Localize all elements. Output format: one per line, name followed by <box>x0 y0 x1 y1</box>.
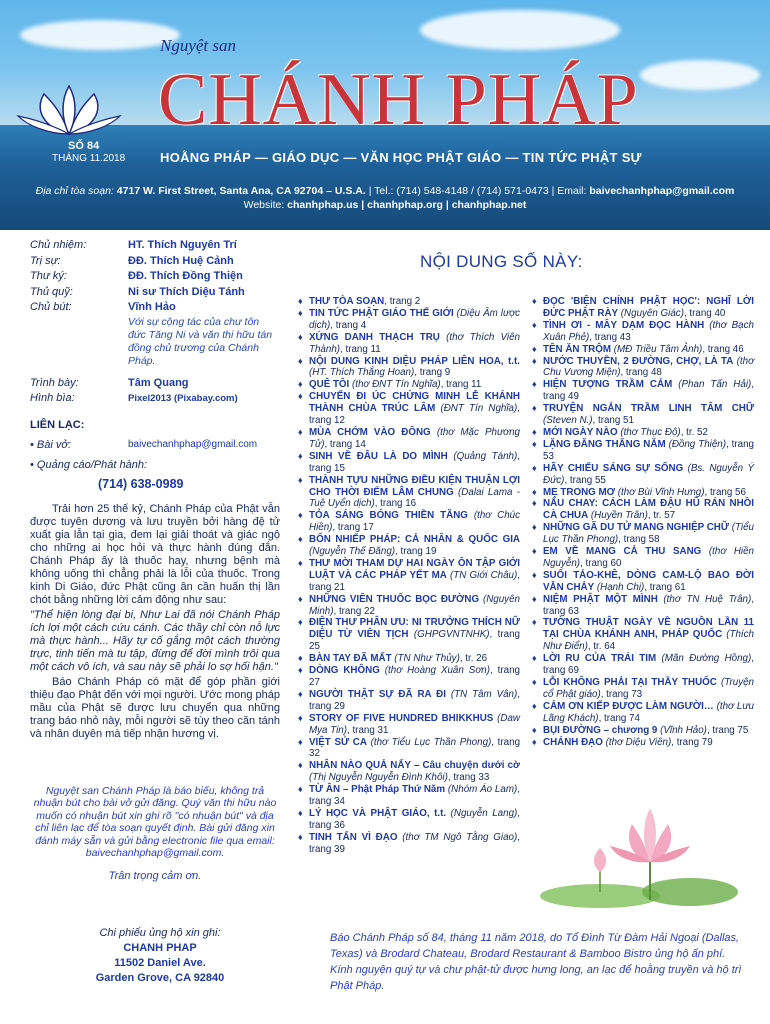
contact-row <box>30 439 280 451</box>
toc-item <box>298 760 520 784</box>
toc-item-author: (thơ Bạch Xuân Phẻ) <box>543 319 754 343</box>
toc-item <box>532 344 754 356</box>
contact-email-link[interactable]: baivechanhphap@gmail.com <box>128 438 258 450</box>
staff-row <box>30 391 280 407</box>
donation-city: Garden Grove, CA 92840 <box>95 972 225 984</box>
staff-role: Hình bìa: <box>30 392 75 404</box>
toc-item-title: TIN TỨC PHẬT GIÁO THẾ GIỚI <box>309 307 454 319</box>
toc-item-title: NƯỚC THUYỀN, 2 ĐƯỜNG, CHỢ, LÀ TA <box>543 355 734 367</box>
toc-item-page: , trang 11 <box>440 379 482 391</box>
donation-street: 11502 Daniel Ave. <box>114 957 206 969</box>
toc-item-title: TÊN ĂN TRỘM <box>543 343 612 355</box>
toc-item-page: , trang 19 <box>395 546 437 558</box>
toc-item-title: TỪ ÂN – Phật Pháp Thứ Năm <box>309 784 446 796</box>
toc-item-title: SINH VỀ ĐÂU LÀ DO MÌNH <box>309 450 448 462</box>
toc-item-author: (Truyện cổ Phật giáo) <box>543 677 754 700</box>
toc-item-title: ĐỌC 'BIỆN CHÍNH PHẬT HỌC': NGHĨ LỜI ĐỨC PHẬT RÀY <box>543 296 754 319</box>
diamond-bullet-icon: ♦ <box>298 831 303 842</box>
thanks-line: Trân trọng cảm ơn. <box>108 869 202 882</box>
toc-item-author: (thơ Chu Vương Miện) <box>543 355 755 379</box>
diamond-bullet-icon: ♦ <box>532 426 537 437</box>
toc-item-author: (Nguyên Giác) <box>618 307 684 319</box>
toc-item-title: LẶNG ĐĂNG THĂNG NĂM <box>543 438 666 450</box>
staff-note: Với sự cộng tác của chư tôn đức Tăng Ni và văn thi hữu tán đồng chủ trương của Chánh Pháp. <box>128 315 273 367</box>
toc-item-author: (Steven N.) <box>543 415 593 427</box>
diamond-bullet-icon: ♦ <box>532 700 537 711</box>
toc-item <box>532 379 754 403</box>
toc-title: NỘI DUNG SỐ NÀY: <box>420 252 583 271</box>
toc-item-author: (Diệu Âm lược dịch) <box>309 307 520 331</box>
address-bar <box>0 184 770 212</box>
toc-item-title: TINH TẤN VÌ ĐẠO <box>309 831 398 843</box>
diamond-bullet-icon: ♦ <box>298 355 303 366</box>
toc-item <box>532 617 754 653</box>
diamond-bullet-icon: ♦ <box>532 653 537 664</box>
toc-item <box>298 832 520 856</box>
toc-item <box>298 534 520 558</box>
toc-item-author: (Nguyên Minh) <box>309 593 520 617</box>
toc-item-page: , trang 2 <box>384 296 421 307</box>
toc-item-author: (thơ Thích Viên Thành) <box>309 331 520 355</box>
toc-item-title: STORY OF FIVE HUNDRED BHIKKHUS <box>309 712 494 724</box>
diamond-bullet-icon: ♦ <box>532 498 537 509</box>
website-label: Website: <box>243 199 288 211</box>
toc-item-page: , trang 4 <box>330 319 367 331</box>
diamond-bullet-icon: ♦ <box>298 653 303 664</box>
cloud-shape <box>420 10 620 50</box>
toc-item-title: LỖI KHÔNG PHẢI TẠI THẦY THUỐC <box>543 677 717 688</box>
toc-item-page: , tr. 64 <box>587 641 616 653</box>
toc-item-author: (Quảng Tánh) <box>447 450 518 462</box>
toc-item-author: (Nguyễn Thế Đăng) <box>309 546 396 558</box>
toc-item-page: , trang 21 <box>309 569 520 593</box>
intro-text <box>30 503 280 741</box>
toc-item <box>298 510 520 534</box>
toc-item <box>532 737 754 749</box>
diamond-bullet-icon: ♦ <box>298 296 303 306</box>
diamond-bullet-icon: ♦ <box>298 450 303 461</box>
toc-item <box>532 439 754 463</box>
toc-item-page: , trang 15 <box>309 450 520 474</box>
staff-row <box>30 254 280 270</box>
toc-item-title: THÀNH TỰU NHỮNG ĐIỀU KIỆN THUẬN LỢI CHO THỜI ĐIỂM LÂM CHUNG <box>309 474 520 498</box>
donation-info <box>60 926 260 986</box>
toc-item <box>532 498 754 522</box>
toc-item <box>298 665 520 689</box>
toc-item <box>532 356 754 380</box>
toc-item <box>298 713 520 737</box>
toc-item <box>298 391 520 427</box>
toc-item-author: (thơ Hiền Nguyễn) <box>543 546 754 569</box>
contact-heading: LIÊN LẠC: <box>30 418 85 431</box>
toc-item-title: MẸ TRONG MƠ <box>543 486 616 498</box>
toc-item-page: , trang 29 <box>309 688 520 712</box>
diamond-bullet-icon: ♦ <box>532 343 537 354</box>
staff-row <box>30 300 280 316</box>
toc-item-page: , tr. 52 <box>680 426 708 438</box>
toc-item-page: , trang 25 <box>309 629 520 653</box>
diamond-bullet-icon: ♦ <box>298 426 303 437</box>
donation-payee: CHANH PHAP <box>123 942 197 954</box>
diamond-bullet-icon: ♦ <box>298 665 303 676</box>
toc-item-title: EM VỀ MANG CẢ THU SANG <box>543 546 702 558</box>
diamond-bullet-icon: ♦ <box>298 807 303 818</box>
toc-item <box>532 487 754 499</box>
address-label: Địa chỉ tòa soạn: <box>35 185 114 197</box>
toc-item <box>298 296 520 308</box>
toc-item-page: , trang 75 <box>706 724 749 736</box>
toc-item <box>298 617 520 653</box>
toc-item-page: , trang 33 <box>447 772 490 784</box>
toc-item-author: (thơ Chúc Hiền) <box>309 510 521 534</box>
toc-item <box>298 451 520 475</box>
diamond-bullet-icon: ♦ <box>298 736 303 747</box>
toc-item-title: QUÊ TÔI <box>309 379 350 391</box>
toc-item <box>532 403 754 427</box>
staff-role: Trình bày: <box>30 376 79 389</box>
toc-item-title: THƯ MỜI THAM DỰ HAI NGÀY ÔN TẬP GIỚI LUẬT VÀ CÁC PHÁP YẾT MA <box>309 557 520 581</box>
toc-item <box>532 427 754 439</box>
intro-quote: "Thể hiện lòng đại bi, Như Lai đã nói Chánh Pháp ích lợi một cách cứu cánh. Các thầy chỉ còn nỗ lực mà thực hành... Hãy tự cố gắng một cách thường trực, tinh tiến mà tu tập, đừng để đời mình trôi qua một cách vô ích, và sau này sẽ phải lo sợ hối hận." <box>30 608 280 673</box>
toc-item-page: , trang 14 <box>324 438 366 450</box>
editorial-notice: Nguyệt san Chánh Pháp là báo biếu, không trả nhuận bút cho bài vở gửi đăng. Quý văn thi hữu nào muốn có nhuận bút xin ghi rõ "có nhuận bút" và địa chỉ liên lạc để tòa soạn quyết định. Bài gửi đăng xin đánh máy sẵn và gửi bằng electronic file qua email: baivechanhphap@gmail.com. <box>33 784 277 859</box>
toc-item <box>532 653 754 677</box>
toc-item-title: NIỆM PHẬT MỘT MÌNH <box>543 593 658 605</box>
toc-item-page: , trang 63 <box>543 593 755 617</box>
diamond-bullet-icon: ♦ <box>298 712 303 723</box>
staff-role: Thư ký: <box>30 270 67 282</box>
diamond-bullet-icon: ♦ <box>532 462 537 473</box>
diamond-bullet-icon: ♦ <box>298 593 303 604</box>
toc-item <box>532 677 754 701</box>
masthead-info-column <box>30 238 280 882</box>
toc-item-title: BÀN TAY ĐÃ MẤT <box>309 653 392 665</box>
toc-item-title: TRUYỆN NGẮN TRẦM LINH TÂM CHỮ <box>543 403 754 415</box>
contact-label: • Bài vở: <box>30 438 72 451</box>
toc-item <box>298 784 520 808</box>
staff-role: Chủ bút: <box>30 301 72 313</box>
toc-item-page: , trang 31 <box>347 724 389 736</box>
staff-name: HT. Thích Nguyên Trí <box>128 239 237 251</box>
email-link[interactable]: baivechanhphap@gmail.com <box>589 185 735 197</box>
toc-item-page: , trang 32 <box>309 736 521 760</box>
diamond-bullet-icon: ♦ <box>532 319 537 330</box>
toc-item-page: , trang 73 <box>600 688 643 700</box>
staff-name: Vĩnh Hảo <box>128 301 176 313</box>
toc-item-author: (thơ Mặc Phương Tử) <box>309 426 521 450</box>
toc-item <box>532 546 754 570</box>
cloud-shape <box>20 20 180 50</box>
toc-item-author: (Huyền Trân) <box>588 510 648 522</box>
diamond-bullet-icon: ♦ <box>532 522 537 533</box>
staff-row <box>30 269 280 285</box>
toc-item-title: DÒNG KHÔNG <box>309 665 380 677</box>
toc-item-title: TƯỜNG THUẬT NGÀY VỀ NGUỒN LẦN 11 TẠI CHÙA KHÁNH ANH, PHÁP QUỐC <box>543 617 754 641</box>
toc-item-title: BỤI ĐƯỜNG – chương 9 <box>543 724 658 736</box>
toc-item-author: (thơ Thục Độ) <box>617 426 681 438</box>
website-links[interactable]: chanhphap.us | chanhphap.org | chanhphap.net <box>287 199 527 211</box>
address-value: 4717 W. First Street, Santa Ana, CA 92704 – U.S.A. <box>116 185 366 197</box>
toc-item-author: (TN Giới Châu) <box>446 569 518 581</box>
toc-item-title: LỜI RU CỦA TRÁI TIM <box>543 653 657 665</box>
toc-item-page: , trang 55 <box>564 474 606 486</box>
toc-item-title: THƯ TÒA SOẠN <box>309 296 385 307</box>
toc-item-page: , trang 60 <box>580 557 622 569</box>
diamond-bullet-icon: ♦ <box>532 724 537 735</box>
toc-item-title: HIỆN TƯỢNG TRẦM CẢM <box>543 379 673 391</box>
toc-item <box>532 701 754 725</box>
toc-item-author: (Thích Như Điển) <box>543 629 754 653</box>
toc-item-title: MỚI NGÀY NÀO <box>543 426 618 438</box>
toc-item-author: (TN Tâm Vân) <box>445 688 518 700</box>
diamond-bullet-icon: ♦ <box>532 296 537 306</box>
tagline: HOẰNG PHÁP — GIÁO DỤC — VĂN HỌC PHẬT GIÁO — TIN TỨC PHẬT SỰ <box>160 150 642 165</box>
diamond-bullet-icon: ♦ <box>298 688 303 699</box>
toc-item-title: HÃY CHIẾU SÁNG SỰ SỐNG <box>543 462 684 474</box>
toc-item-page: , trang 58 <box>618 534 660 546</box>
diamond-bullet-icon: ♦ <box>532 569 537 580</box>
toc-item-page: , trang 56 <box>704 486 746 498</box>
toc-item-author: (thơ Bùi Vĩnh Hưng) <box>615 486 705 498</box>
diamond-bullet-icon: ♦ <box>298 307 303 318</box>
toc-item <box>532 320 754 344</box>
toc-item <box>298 594 520 618</box>
toc-item <box>298 332 520 356</box>
toc-item-page: , trang 74 <box>598 712 640 724</box>
toc-item-page: , trang 36 <box>309 807 521 831</box>
staff-name: Ni sư Thích Diệu Tánh <box>128 285 245 298</box>
staff-name: ĐĐ. Thích Đồng Thiện <box>128 270 243 282</box>
toc-item-title: CHÁNH ĐẠO <box>543 736 603 748</box>
toc-item-author: (Nguyễn Lang) <box>446 807 518 819</box>
toc-item-page: , trang 11 <box>340 343 381 355</box>
staff-row <box>30 238 280 254</box>
diamond-bullet-icon: ♦ <box>532 379 537 390</box>
diamond-bullet-icon: ♦ <box>532 438 537 449</box>
staff-role: Chủ nhiệm: <box>30 239 87 251</box>
diamond-bullet-icon: ♦ <box>532 736 537 747</box>
toc-item-title: NỘI DUNG KINH DIỆU PHÁP LIÊN HOA, t.t. <box>309 355 520 367</box>
masthead-banner <box>0 0 770 230</box>
toc-item <box>532 296 754 320</box>
toc-item-author: (thơ Hoàng Xuân Sơn) <box>379 665 490 677</box>
toc-item-page: , trang 53 <box>543 438 754 462</box>
phone-values: | Tel.: (714) 548-4148 / (714) 571-0473 | Email: <box>368 185 590 197</box>
toc-item-page: , trang 17 <box>332 522 374 534</box>
toc-item <box>298 558 520 594</box>
toc-item <box>532 725 754 737</box>
donation-label: Chi phiếu ủng hộ xin ghi: <box>99 927 221 939</box>
toc-item-author: (Bs. Nguyễn Ý Đức) <box>543 462 754 486</box>
toc-item-title: NHÂN NÀO QUẢ NẤY – Câu chuyện dưới cờ <box>309 760 520 772</box>
toc-item-author: (Thị Nguyễn Nguyễn Đình Khôi) <box>309 772 448 784</box>
toc-item-page: , trang 48 <box>620 367 662 379</box>
toc-item-title: TÌNH ƠI - MÂY DẠM ĐỌC HÀNH <box>543 319 705 331</box>
cloud-shape <box>640 60 760 90</box>
toc-item-title: ĐIỆN THƯ PHÂN ƯU: NI TRƯỞNG THÍCH NỮ DIỆU TỪ VIÊN TỊCH <box>309 617 520 641</box>
staff-role: Trị sự: <box>30 254 61 267</box>
staff-row <box>30 376 280 392</box>
toc-item-author: (Tiểu Lục Thần Phong) <box>543 522 754 546</box>
toc-item-author: (thơ Tiểu Lục Thần Phong) <box>366 736 492 748</box>
toc-item-author: (TN Như Thủy) <box>391 653 460 665</box>
diamond-bullet-icon: ♦ <box>298 557 303 568</box>
toc-item <box>298 427 520 451</box>
toc-item <box>298 737 520 761</box>
toc-item-page: , trang 51 <box>592 415 634 427</box>
toc-item-title: NẤU CHAY: CÁCH LÀM ĐẬU HŨ RÁN NHỒI CÀ CHUA <box>543 498 754 522</box>
toc-item-page: , trang 69 <box>543 653 755 677</box>
diamond-bullet-icon: ♦ <box>532 546 537 557</box>
toc-item <box>298 308 520 332</box>
contact-label: • Quảng cáo/Phát hành: <box>30 458 147 471</box>
contact-phone: (714) 638-0989 <box>98 476 184 491</box>
toc-item-title: VIỆT SỬ CA <box>309 736 367 748</box>
toc-item-page: , trang 27 <box>309 665 520 688</box>
staff-name: Tâm Quang <box>128 376 189 389</box>
toc-item-page: , trang 22 <box>333 605 375 617</box>
toc-item <box>532 463 754 487</box>
toc-item-author: (Mãn Đường Hồng) <box>656 653 752 665</box>
toc-item-page: , trang 40 <box>683 307 726 319</box>
issue-number: SỐ 84 <box>68 140 100 152</box>
toc-item-title: CẢM ƠN KIẾP ĐƯỢC LÀM NGƯỜI… <box>543 700 714 712</box>
toc-item-page: , trang 39 <box>309 831 520 855</box>
toc-item-page: , tr. 26 <box>459 653 488 665</box>
toc-item <box>532 570 754 594</box>
diamond-bullet-icon: ♦ <box>298 784 303 795</box>
diamond-bullet-icon: ♦ <box>298 331 303 342</box>
toc-item-title: CHUYẾN ĐI ÚC CHỨNG MINH LỄ KHÁNH THÀNH CHÙA TRÚC LÂM <box>309 391 520 415</box>
intro-paragraph: Trải hơn 25 thế kỷ, Chánh Pháp của Phật vẫn được tuyên dương và lưu truyền bởi hàng đệ tử xuất gia lẫn tại gia, đem lại giải thoát và giác ngộ cho những ai học hỏi và thực hành đúng đắn. Chánh Pháp ấy là thuốc hay, nhưng bệnh mà không uống thì chẳng phải là lỗi của thuốc. Trong kinh Di Giáo, đức Phật cũng ân cần huấn thị lần chót bằng những lời cảm động như sau: <box>30 502 280 606</box>
diamond-bullet-icon: ♦ <box>298 510 303 521</box>
toc-item-author: (Nhóm Áo Lam) <box>445 784 518 796</box>
toc-item-title: XỨNG DANH THẠCH TRỤ <box>309 331 440 343</box>
toc-item-page: , trang 43 <box>589 331 631 343</box>
toc-item-author: (thơ ĐNT Tín Nghĩa) <box>349 379 441 391</box>
contact-row <box>30 459 280 471</box>
toc-item-author: (thơ TM Ngô Tằng Giao) <box>397 831 518 843</box>
diamond-bullet-icon: ♦ <box>298 534 303 545</box>
toc-item-page: , trang 46 <box>702 343 744 355</box>
toc-item-author: (thơ Diệu Viên) <box>602 736 672 748</box>
toc-item-title: NHỮNG VIÊN THUỐC BỌC ĐƯỜNG <box>309 593 480 605</box>
intro-paragraph: Báo Chánh Pháp có mặt để góp phần giới thiệu đạo Phật đến với mọi người. Ước mong pháp mầu của Phật sẽ được lưu chuyển qua những trang báo nhỏ này, mỗi người sẽ tùy theo căn tánh và nhân duyên mà tiếp nhận hương vị. <box>30 675 280 740</box>
diamond-bullet-icon: ♦ <box>532 403 537 414</box>
toc-item <box>298 356 520 380</box>
toc-item-page: , trang 16 <box>374 498 417 510</box>
sponsor-note: Báo Chánh Pháp số 84, tháng 11 năm 2018, do Tổ Đình Từ Đàm Hải Ngoại (Dallas, Texas) và Brodard Chateau, Brodard Restaurant & Bamboo Bistro ủng hộ ấn phí. Kính nguyện quý tự và chư phật-tử được hưng long, an lạc để hoằng truyền và hộ trì Phật Pháp. <box>330 932 742 992</box>
diamond-bullet-icon: ♦ <box>298 760 303 771</box>
toc-item-title: MÙA CHỚM VÀO ĐÔNG <box>309 426 431 438</box>
toc-item-title: NHỮNG GÃ DU TỬ MANG NGHIỆP CHỮ <box>543 522 730 534</box>
toc-item <box>298 475 520 511</box>
toc-item-page: , trang 9 <box>414 367 451 379</box>
toc-item-page: , trang 79 <box>671 736 713 748</box>
toc-column-2 <box>532 296 754 748</box>
staff-name: Pixel2013 (Pixabay.com) <box>128 393 238 404</box>
diamond-bullet-icon: ♦ <box>532 355 537 366</box>
toc-item-author: (thơ Lưu Lãng Khách) <box>543 700 754 724</box>
toc-item-author: (thơ TN Huệ Trân) <box>657 593 752 605</box>
staff-role: Thủ quỹ: <box>30 285 73 298</box>
diamond-bullet-icon: ♦ <box>532 677 537 687</box>
toc-item <box>298 689 520 713</box>
diamond-bullet-icon: ♦ <box>532 593 537 604</box>
toc-item-title: SUỐI TẢO-KHÊ, DÒNG CAM-LỘ BAO ĐỜI VẪN CHẢY <box>543 569 754 593</box>
toc-item-page: , trang 49 <box>543 379 755 403</box>
staff-name: ĐĐ. Thích Huệ Cảnh <box>128 254 234 267</box>
toc-item <box>298 379 520 391</box>
diamond-bullet-icon: ♦ <box>298 474 303 485</box>
toc-item-author: (ĐNT Tín Nghĩa) <box>435 403 518 415</box>
diamond-bullet-icon: ♦ <box>532 617 537 628</box>
lotus-illustration-icon <box>540 800 740 910</box>
toc-item-page: , trang 34 <box>309 784 520 808</box>
toc-item <box>532 594 754 618</box>
magazine-title: CHÁNH PHÁP <box>158 59 639 141</box>
toc-item-author: (Vĩnh Hảo) <box>657 724 707 736</box>
toc-item <box>298 808 520 832</box>
toc-item <box>532 522 754 546</box>
toc-item-title: TỎA SÁNG BÓNG THIỀN TĂNG <box>309 510 468 522</box>
toc-item-author: (HT. Thích Thắng Hoan) <box>309 367 415 379</box>
toc-item-author: (Hạnh Chi) <box>594 581 645 593</box>
toc-item-author: (MĐ Triều Tâm Ảnh) <box>611 343 703 355</box>
magazine-kicker: Nguyệt san <box>160 36 237 55</box>
toc-item-page: , trang 61 <box>644 581 686 593</box>
toc-item-author: (GHPGVNTNHK) <box>408 629 490 641</box>
diamond-bullet-icon: ♦ <box>532 486 537 497</box>
lotus-logo-icon <box>14 82 124 142</box>
toc-item-author: (Dalai Lama - Tuệ Uyển dịch) <box>309 486 520 510</box>
toc-item-page: , trang 12 <box>309 403 520 427</box>
toc-item-page: , tr. 57 <box>647 510 676 522</box>
diamond-bullet-icon: ♦ <box>298 379 303 390</box>
toc-item-author: (Đồng Thiện) <box>665 438 726 450</box>
issue-date: THÁNG 11.2018 <box>52 153 126 164</box>
toc-item-title: NGƯỜI THẬT SỰ ĐÃ RA ĐI <box>309 688 446 700</box>
staff-row <box>30 285 280 301</box>
diamond-bullet-icon: ♦ <box>298 617 303 628</box>
toc-item-title: BỐN NHIẾP PHÁP: CẢ NHÂN & QUỐC GIA <box>309 534 520 546</box>
toc-item <box>298 653 520 665</box>
toc-item-author: (Phan Tấn Hải) <box>672 379 752 391</box>
diamond-bullet-icon: ♦ <box>298 391 303 402</box>
toc-column-1 <box>298 296 520 856</box>
toc-item-title: LÝ HỌC VÀ PHẬT GIÁO, t.t. <box>309 807 447 819</box>
toc-item-author: (Daw Mya Tin) <box>309 712 520 736</box>
